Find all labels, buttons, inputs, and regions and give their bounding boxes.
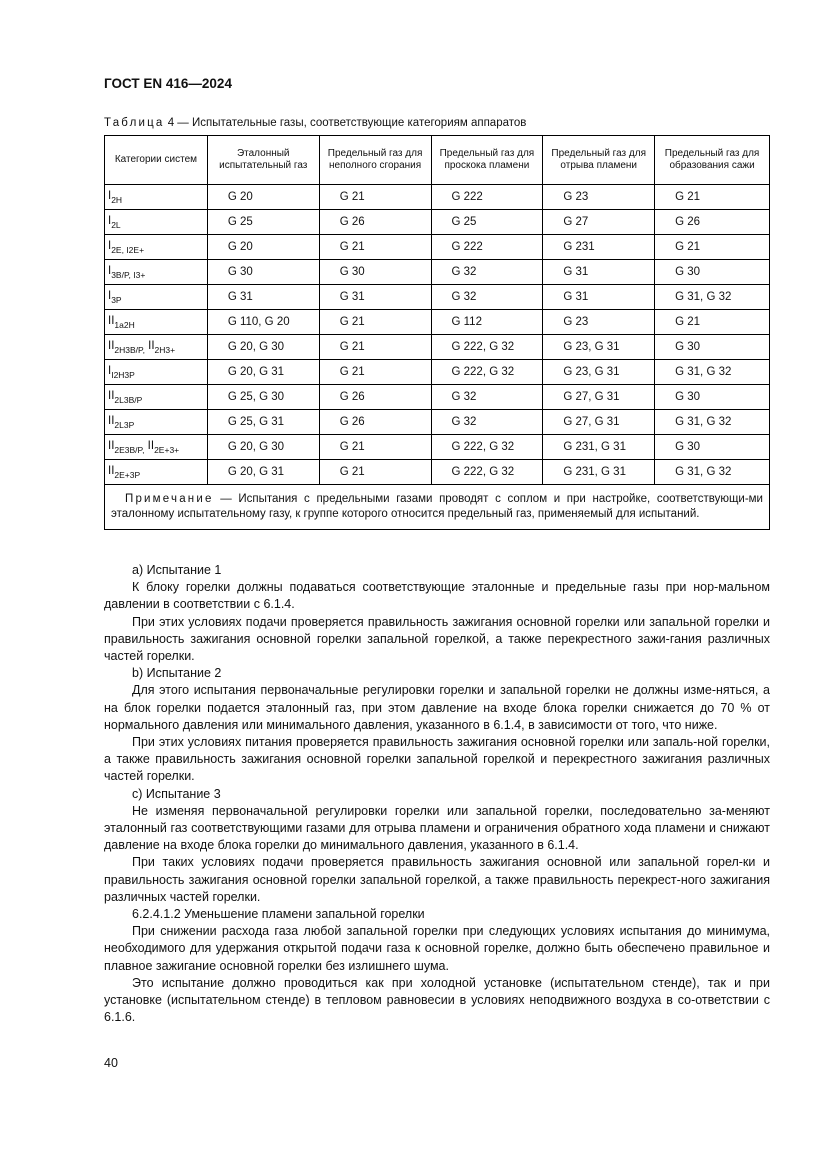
body-paragraph: Не изменяя первоначальной регулировки горелки или запальной горелки, последовательно за-меняют эталонный газ соответствующими газами для отрыва пламени и ограничения обратного хода пламени и снижают давление на входе блока горелки до минимального давления, указанного в 6.1.4. — [104, 803, 770, 853]
table-row — [105, 210, 770, 235]
category-symbol: II — [144, 339, 155, 352]
column-header: Предельный газ для проскока пламени — [431, 136, 543, 185]
table-row — [105, 285, 770, 310]
gas-cell: G 222 — [431, 185, 543, 210]
gas-cell: G 21 — [319, 310, 431, 335]
column-header: Предельный газ для отрыва пламени — [543, 136, 655, 185]
column-header: Предельный газ для неполного сгорания — [319, 136, 431, 185]
gas-cell: G 231, G 31 — [543, 435, 655, 460]
body-paragraph: При этих условиях питания проверяется правильность зажигания основной горелки или запаль-ной горелки, а также правильность зажигания основной горелки запальной горелкой и перекрестного зажигания различных частей горелки. — [104, 735, 770, 784]
body-paragraph: При снижении расхода газа любой запальной горелки при следующих условиях испытания до минимума, необходимого для удержания открытой подачи газа к основной горелке, должно быть обеспечено правильное и плавное зажигание основной горелки без излишнего шума. — [104, 924, 770, 973]
category-cell — [105, 410, 208, 435]
table-row — [105, 185, 770, 210]
gas-cell: G 30 — [655, 385, 770, 410]
category-subscript: 2H — [111, 194, 123, 205]
table-body — [105, 185, 770, 485]
gas-cell: G 32 — [431, 410, 543, 435]
gas-cell: G 31, G 32 — [655, 460, 770, 485]
category-symbol: II — [108, 464, 115, 477]
category-symbol: I — [108, 264, 112, 277]
gas-cell: G 20 — [207, 185, 319, 210]
category-subscript: 2L3B/P — [114, 394, 143, 405]
gas-cell: G 21 — [655, 235, 770, 260]
gas-cell: G 23, G 31 — [543, 335, 655, 360]
category-cell — [105, 360, 208, 385]
table-caption-text: 4 — Испытательные газы, соответствующие категориям аппаратов — [164, 117, 527, 129]
gas-cell: G 23 — [543, 310, 655, 335]
column-header: Эталонный испытательный газ — [207, 136, 319, 185]
category-symbol: II — [108, 314, 115, 327]
body-paragraph: Для этого испытания первоначальные регулировки горелки и запальной горелки не должны изме-няться, а на блок горелки подается эталонный газ, при этом давление на входе блока горелки снижается до 70 % от нормального давления или минимального давления, указанного в 6.1.4, в зависимости от того, что ниже. — [104, 683, 770, 732]
gas-cell: G 31 — [543, 285, 655, 310]
category-cell — [105, 185, 208, 210]
gas-cell: G 21 — [319, 460, 431, 485]
table-row — [105, 360, 770, 385]
gas-cell: G 20, G 30 — [207, 435, 319, 460]
gas-cell: G 21 — [319, 360, 431, 385]
gas-cell: G 21 — [319, 235, 431, 260]
category-symbol: I — [108, 364, 112, 377]
category-symbol: II — [108, 339, 115, 352]
table-row — [105, 410, 770, 435]
gas-cell: G 27, G 31 — [543, 385, 655, 410]
category-subscript: 3B/P, I3+ — [111, 269, 146, 280]
body-paragraph: Это испытание должно проводиться как при холодной установке (испытательном стенде), так и при установке (испытательном стенде) в тепловом равновесии в условиях неподвижного воздуха в со-ответствии с 6.1.6. — [104, 975, 770, 1025]
gas-cell: G 32 — [431, 260, 543, 285]
gas-cell: G 27, G 31 — [543, 410, 655, 435]
gas-cell: G 30 — [655, 435, 770, 460]
category-subscript: 2L — [111, 219, 121, 230]
gas-cell: G 30 — [319, 260, 431, 285]
body-paragraph: При этих условиях подачи проверяется правильность зажигания основной горелки или запальной горелки и правильность зажигания основной горелки запальной горелкой, а также перекрестного зажи-гания различных частей горелки. — [104, 614, 770, 664]
gas-cell: G 222, G 32 — [431, 460, 543, 485]
body-paragraph: При таких условиях подачи проверяется правильность зажигания основной или запальной горел-ки и правильность зажигания основной горелки запальной горелкой, а также правильность перекрест-ного зажигания различных частей горелки. — [104, 855, 770, 904]
body-paragraph: с) Испытание 3 — [132, 786, 221, 801]
category-subscript: 3P — [111, 294, 122, 305]
gas-cell: G 222, G 32 — [431, 335, 543, 360]
table-caption — [104, 117, 526, 129]
table-row — [105, 335, 770, 360]
category-symbol: II — [108, 414, 115, 427]
table-note — [105, 485, 770, 530]
category-symbol: I — [108, 189, 112, 202]
category-symbol: I — [108, 289, 112, 302]
gas-cell: G 23, G 31 — [543, 360, 655, 385]
gas-cell: G 21 — [319, 435, 431, 460]
gas-cell: G 21 — [319, 185, 431, 210]
gas-cell: G 31 — [319, 285, 431, 310]
gas-cell: G 21 — [319, 335, 431, 360]
body-paragraph: а) Испытание 1 — [132, 563, 222, 577]
gas-cell: G 25 — [207, 210, 319, 235]
table-row — [105, 385, 770, 410]
category-subscript: 2E, I2E+ — [111, 244, 145, 255]
category-subscript: I2H3P — [111, 369, 135, 380]
gas-cell: G 26 — [319, 410, 431, 435]
gas-cell: G 222, G 32 — [431, 435, 543, 460]
gas-cell: G 31, G 32 — [655, 410, 770, 435]
gas-cell: G 21 — [655, 310, 770, 335]
category-subscript: 2H3+ — [154, 344, 176, 355]
gas-cell: G 20 — [207, 235, 319, 260]
gas-cell: G 20, G 30 — [207, 335, 319, 360]
gas-cell: G 110, G 20 — [207, 310, 319, 335]
document-code: ГОСТ EN 416—2024 — [104, 76, 232, 91]
gas-cell: G 20, G 31 — [207, 360, 319, 385]
page-number: 40 — [104, 1056, 118, 1070]
body-paragraph: К блоку горелки должны подаваться соответствующие эталонные и предельные газы при нор-мальном давлении в соответствии с 6.1.4. — [104, 580, 770, 612]
gas-cell: G 222, G 32 — [431, 360, 543, 385]
gas-cell: G 222 — [431, 235, 543, 260]
body-text — [104, 562, 770, 1026]
category-symbol: II — [144, 439, 155, 452]
gas-cell: G 27 — [543, 210, 655, 235]
category-cell — [105, 235, 208, 260]
table-row — [105, 460, 770, 485]
gas-cell: G 231 — [543, 235, 655, 260]
table-row — [105, 235, 770, 260]
gas-cell: G 21 — [655, 185, 770, 210]
body-paragraph: b) Испытание 2 — [132, 666, 222, 681]
gas-cell: G 31, G 32 — [655, 285, 770, 310]
category-symbol: II — [108, 439, 115, 452]
category-cell — [105, 460, 208, 485]
category-symbol: II — [108, 389, 115, 402]
category-cell — [105, 260, 208, 285]
table-note-row — [105, 485, 770, 530]
category-cell — [105, 210, 208, 235]
column-header: Предельный газ для образования сажи — [655, 136, 770, 185]
gas-cell: G 31 — [543, 260, 655, 285]
table-caption-lead: Таблица — [104, 117, 165, 129]
column-header: Категории систем — [105, 136, 208, 185]
table-row — [105, 435, 770, 460]
table-note-text: — Испытания с предельными газами проводят с соплом и при настройке, соответствующи-ми эталонному испытательному газу, к группе которого относится предельный газ, применяемый для испытаний. — [111, 493, 763, 520]
gas-cell: G 26 — [655, 210, 770, 235]
gas-cell: G 30 — [207, 260, 319, 285]
category-subscript: 2E3B/P, — [114, 444, 145, 455]
category-cell — [105, 310, 208, 335]
body-paragraph: 6.2.4.1.2 Уменьшение пламени запальной горелки — [132, 907, 425, 922]
gas-cell: G 23 — [543, 185, 655, 210]
category-subscript: 2E+3+ — [154, 444, 180, 455]
gas-cell: G 26 — [319, 210, 431, 235]
table-row — [105, 260, 770, 285]
category-symbol: I — [108, 214, 112, 227]
gas-cell: G 231, G 31 — [543, 460, 655, 485]
table-note-lead: Примечание — [125, 493, 214, 505]
gas-cell: G 30 — [655, 260, 770, 285]
category-cell — [105, 435, 208, 460]
gas-cell: G 25, G 31 — [207, 410, 319, 435]
table-row — [105, 310, 770, 335]
category-cell — [105, 285, 208, 310]
category-symbol: I — [108, 239, 112, 252]
gas-cell: G 32 — [431, 285, 543, 310]
category-cell — [105, 385, 208, 410]
gas-cell: G 26 — [319, 385, 431, 410]
category-subscript: 2L3P — [114, 419, 135, 430]
gas-cell: G 25 — [431, 210, 543, 235]
category-subscript: 2H3B/P, — [114, 344, 145, 355]
gas-cell: G 32 — [431, 385, 543, 410]
category-subscript: 1a2H — [114, 319, 135, 330]
category-subscript: 2E+3P — [114, 469, 141, 480]
gas-cell: G 112 — [431, 310, 543, 335]
test-gases-table — [104, 135, 770, 530]
gas-cell: G 30 — [655, 335, 770, 360]
gas-cell: G 25, G 30 — [207, 385, 319, 410]
category-cell — [105, 335, 208, 360]
gas-cell: G 20, G 31 — [207, 460, 319, 485]
gas-cell: G 31, G 32 — [655, 360, 770, 385]
gas-cell: G 31 — [207, 285, 319, 310]
table-header-row — [105, 136, 770, 185]
